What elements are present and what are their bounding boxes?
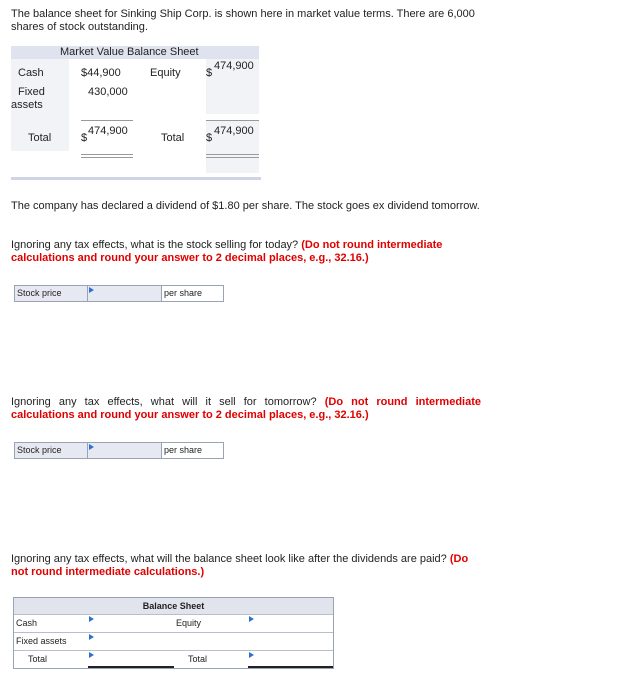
bs-total-right-cell[interactable] (248, 651, 333, 668)
bs-row-cash (14, 614, 333, 632)
q1-answer-row (14, 285, 224, 302)
q1-question: Ignoring any tax effects, what is the stock selling for today? (11, 239, 302, 251)
mv-total-left-sign: $ (81, 132, 88, 144)
bs-empty-cell (174, 633, 248, 650)
bs-equity-cell[interactable] (248, 615, 333, 632)
bs-fixed-assets-label: Fixed assets (16, 636, 67, 646)
mv-equity-sign: $ (206, 67, 213, 79)
mv-sheet-title: Market Value Balance Sheet (60, 46, 199, 58)
q2-note: (Do not round intermediate calculations and round your answer to 2 decimal places, e.g., 32.16.) (11, 396, 482, 421)
bs-empty-cell (248, 633, 333, 650)
q2-stock-price-input[interactable] (88, 443, 161, 458)
q2-stock-price-label: Stock price (15, 443, 88, 458)
bs-fixed-assets-cell[interactable] (88, 633, 174, 650)
q1-per-share-label: per share (162, 286, 223, 301)
q2-text (11, 396, 481, 422)
bs-fixed-assets-input[interactable] (88, 633, 174, 650)
q1-stock-price-label: Stock price (15, 286, 88, 301)
mv-sheet-bottom-bar (11, 177, 261, 180)
q2-answer-row (14, 442, 224, 459)
q3-question: Ignoring any tax effects, what will the balance sheet look like after the dividends are paid? (11, 553, 450, 565)
mv-total-right-rule (206, 120, 259, 121)
mv-fixed-label-line1: Fixed (18, 86, 45, 98)
mv-fixed-value: 430,000 (88, 86, 128, 98)
bs-cash-label: Cash (16, 618, 38, 628)
bs-cash-cell[interactable] (88, 615, 174, 632)
q2-stock-price-cell[interactable] (88, 443, 162, 458)
input-flag-icon (89, 634, 94, 640)
bs-row-fixed-assets (14, 632, 333, 650)
bs-equity-label: Equity (176, 618, 202, 628)
q1-stock-price-cell[interactable] (88, 286, 162, 301)
mv-fixed-label-line2: assets (11, 99, 43, 111)
q1-text (11, 239, 481, 265)
q1-note: (Do not round intermediate calculations and round your answer to 2 decimal places, e.g., 32.16.) (11, 239, 443, 264)
mv-total-left-rule (81, 120, 133, 121)
balance-sheet-title: Balance Sheet (14, 598, 333, 614)
mv-cash-label: Cash (18, 67, 44, 79)
mv-equity-value: 474,900 (214, 60, 254, 72)
mv-cash-value: $44,900 (81, 67, 121, 79)
bs-row-total (14, 650, 333, 668)
input-flag-icon (89, 652, 94, 658)
mv-total-right-sign: $ (206, 132, 213, 144)
bs-total-left-input[interactable] (88, 651, 174, 666)
bs-total-left-cell[interactable] (88, 651, 174, 668)
input-flag-icon (249, 616, 254, 622)
bs-total-left-label: Total (28, 654, 48, 664)
dividend-text: The company has declared a dividend of $1.80 per share. The stock goes ex dividend tomorrow. (11, 200, 480, 212)
bs-total-right-input[interactable] (248, 651, 333, 666)
mv-total-right-value: 474,900 (214, 125, 254, 137)
input-flag-icon (89, 444, 94, 450)
bs-equity-input[interactable] (248, 615, 333, 632)
q2-question: Ignoring any tax effects, what will it sell for tomorrow? (11, 396, 325, 408)
bs-total-right-label: Total (188, 654, 208, 664)
mv-total-right-double-rule (206, 154, 259, 158)
mv-total-left-label: Total (28, 132, 52, 144)
input-flag-icon (249, 652, 254, 658)
mv-total-left-value: 474,900 (88, 125, 128, 137)
mv-total-right-label: Total (161, 132, 185, 144)
q3-text (11, 553, 481, 579)
q2-per-share-label: per share (162, 443, 223, 458)
intro-text: The balance sheet for Sinking Ship Corp. is shown here in market value terms. There are 6,000 shares of stock outstanding. (11, 8, 475, 33)
q1-stock-price-input[interactable] (88, 286, 161, 301)
input-flag-icon (89, 616, 94, 622)
input-flag-icon (89, 287, 94, 293)
bs-cash-input[interactable] (88, 615, 174, 632)
mv-total-left-double-rule (81, 154, 133, 158)
q3-note: (Do not round intermediate calculations.) (11, 553, 469, 578)
mv-equity-label: Equity (150, 67, 181, 79)
balance-sheet-table (13, 597, 334, 669)
